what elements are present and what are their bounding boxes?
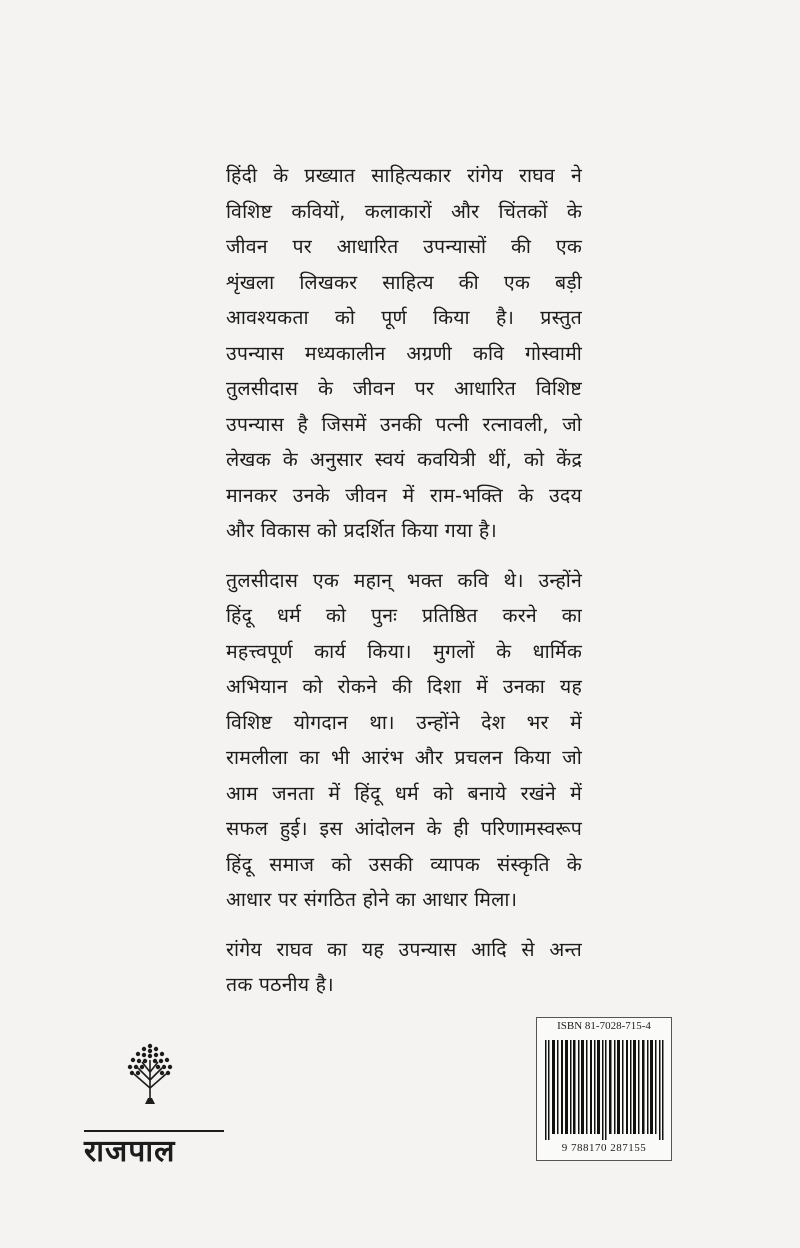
tree-icon	[124, 1040, 176, 1106]
blurb-line: शृंखला लिखकर साहित्य की एक बड़ी	[226, 270, 582, 294]
blurb-line: हिंदू समाज को उसकी व्यापक संस्कृति के	[226, 852, 582, 876]
blurb-line: आवश्यकता को पूर्ण किया है। प्रस्तुत	[226, 306, 582, 329]
blurb-line: और विकास को प्रदर्शित किया गया है।	[226, 519, 497, 542]
blurb-line: तुलसीदास एक महान् भक्त कवि थे। उन्होंने	[226, 568, 582, 592]
blurb-line: रांगेय राघव का यह उपन्यास आदि से अन्त	[226, 937, 582, 961]
blurb-paragraph-2	[226, 563, 582, 918]
blurb-line: रामलीला का भी आरंभ और प्रचलन किया जो	[226, 746, 582, 769]
blurb-line: अभियान को रोकने की दिशा में उनका यह	[226, 675, 582, 698]
blurb-line: आम जनता में हिंदू धर्म को बनाये रखंने में	[226, 781, 582, 805]
isbn-label: ISBN 81-7028-715-4	[557, 1020, 651, 1032]
blurb-line: आधार पर संगठित होने का आधार मिला।	[226, 888, 518, 911]
blurb-line: लेखक के अनुसार स्वयं कवयित्री थीं, को केंद्र	[226, 448, 582, 471]
blurb-line: तक पठनीय है।	[226, 973, 334, 996]
blurb-line: मानकर उनके जीवन में राम-भक्ति के उदय	[226, 483, 582, 507]
blurb-line: उपन्यास मध्यकालीन अग्रणी कवि गोस्वामी	[226, 341, 582, 365]
blurb-line: जीवन पर आधारित उपन्यासों की एक	[226, 235, 582, 258]
blurb-line: सफल हुई। इस आंदोलन के ही परिणामस्वरूप	[226, 817, 582, 840]
blurb-paragraph-1	[226, 158, 582, 549]
blurb-text	[226, 158, 582, 1017]
publisher-name: राजपाल	[84, 1134, 176, 1169]
blurb-paragraph-3	[226, 932, 582, 1003]
blurb-line: तुलसीदास के जीवन पर आधारित विशिष्ट	[226, 377, 582, 400]
blurb-line: हिंदी के प्रख्यात साहित्यकार रांगेय राघव ने	[226, 164, 582, 187]
blurb-line: हिंदू धर्म को पुनः प्रतिष्ठित करने का	[226, 604, 582, 627]
blurb-line: महत्त्वपूर्ण कार्य किया। मुगलों के धार्मिक	[226, 639, 582, 663]
blurb-line: विशिष्ट कवियों, कलाकारों और चिंतकों के	[226, 199, 582, 223]
barcode	[536, 1017, 672, 1161]
blurb-line: विशिष्ट योगदान था। उन्होंने देश भर में	[226, 710, 582, 734]
ean-digits: 9 788170 287155	[561, 1142, 647, 1154]
barcode-bars	[543, 1040, 665, 1140]
blurb-line: उपन्यास है जिसमें उनकी पत्नी रत्नावली, जो	[226, 412, 582, 436]
